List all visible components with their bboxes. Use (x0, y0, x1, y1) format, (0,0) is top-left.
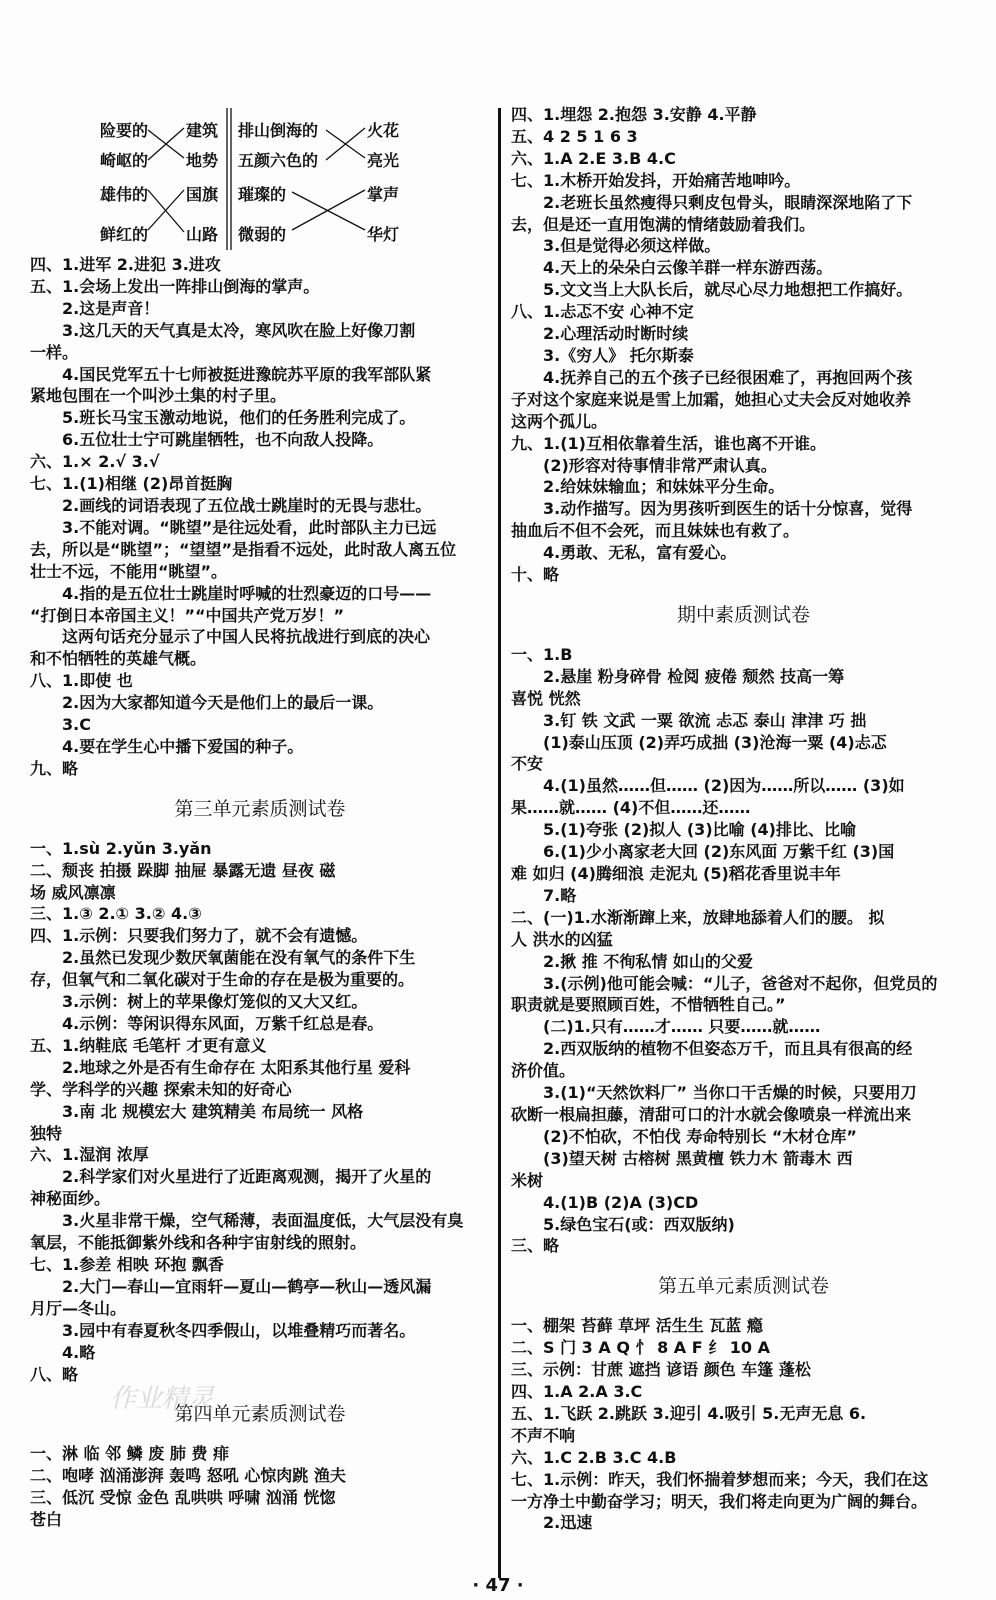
answer-line: 五、1.会场上发出一阵排山倒海的掌声。 (30, 276, 320, 296)
answer-line: 去，所以是“眺望”；“望望”是指看不远处，此时敌人离五位 (30, 539, 457, 559)
answer-line: 3.但是觉得必须这样做。 (543, 236, 721, 256)
answer-line: 6.(1)少小离家老大回 (2)东风面 万紫千红 (3)国 (543, 842, 895, 862)
match-left-a-2: 崎岖的 (100, 151, 149, 170)
answer-line: 3.(示例)他可能会喊：“儿子，爸爸对不起你，但党员的 (543, 973, 938, 993)
answer-line: 3.示例：树上的苹果像灯笼似的又大又红。 (62, 992, 368, 1012)
left-answer-list (30, 254, 490, 1531)
answer-line: 2.地球之外是否有生命存在 太阳系其他行星 爱科 (62, 1057, 411, 1077)
answer-line: 3.这几天的天气真是太冷，寒风吹在脸上好像刀割 (62, 320, 416, 340)
answer-line: 四、1.埋怨 2.抱怨 3.安静 4.平静 (511, 105, 757, 124)
section-title: 第五单元素质测试卷 (657, 1275, 829, 1298)
answer-line: 济价值。 (511, 1061, 576, 1081)
answer-line: 五、1.纳鞋底 毛笔杆 才更有意义 (30, 1035, 267, 1055)
answer-line: 3.C (62, 715, 91, 735)
match-right-b-4: 华灯 (367, 225, 400, 244)
answer-line: 6.五位壮士宁可跳崖牺牲，也不向敌人投降。 (62, 430, 384, 450)
answer-line: 4.(1)B (2)A (3)CD (543, 1192, 699, 1212)
answer-line: (3)望天树 古榕树 黑黄檀 铁力木 箭毒木 西 (543, 1148, 853, 1168)
answer-line: “打倒日本帝国主义！”“中国共产党万岁！” (30, 605, 345, 625)
answer-line: 五、1.飞跃 2.跳跃 3.迎引 4.吸引 5.无声无息 6. (511, 1403, 867, 1423)
match-right-a-4: 微弱的 (238, 225, 287, 244)
answer-line: 子对这个家庭来说是雪上加霜，她担心丈夫会反对她收养 (511, 389, 912, 409)
match-right-a-3: 璀璨的 (238, 185, 287, 204)
answer-line: 2.画线的词语表现了五位战士跳崖时的无畏与悲壮。 (62, 495, 432, 515)
answer-line: 四、1.A 2.A 3.C (511, 1382, 643, 1402)
match-left-a-1: 险要的 (100, 121, 149, 140)
answer-line: 3.钉 铁 文武 一粟 欲流 忐忑 泰山 津津 巧 拙 (543, 710, 867, 730)
answer-line: 2.因为大家都知道今天是他们上的最后一课。 (62, 693, 384, 713)
answer-line: 学、学科学的兴趣 探索未知的好奇心 (30, 1079, 292, 1099)
match-right-b-3: 掌声 (367, 185, 400, 204)
answer-line: 壮士不远，不能用“眺望”。 (30, 561, 228, 581)
answer-line: (二)1.只有……才…… 只要……就…… (543, 1017, 821, 1037)
answer-line: 去，但是还一直用饱满的情绪鼓励着我们。 (511, 214, 816, 234)
match-left-a-3: 雄伟的 (100, 185, 149, 204)
answer-line: 难 如归 (4)腾细浪 走泥丸 (5)稻花香里说丰年 (511, 864, 841, 883)
answer-line: (1)泰山压顶 (2)弄巧成拙 (3)沧海一粟 (4)忐忑 (543, 732, 887, 752)
answer-line: 二、颓丧 拍摄 跺脚 抽屉 暴露无遗 昼夜 磁 (30, 860, 336, 880)
matching-exercise (30, 104, 490, 254)
section-title: 期中素质测试卷 (676, 603, 810, 626)
answer-line: 4.(1)虽然……但…… (2)因为……所以…… (3)如 (543, 776, 905, 796)
answer-line: 3.《穷人》 托尔斯泰 (543, 345, 694, 365)
answer-line: 一、1.B (511, 644, 573, 664)
answer-line: 5.(1)夸张 (2)拟人 (3)比喻 (4)排比、比喻 (543, 820, 856, 840)
answer-line: 砍断一根扁担藤，清甜可口的汁水就会像喷泉一样流出来 (511, 1104, 912, 1124)
answer-line: 4.略 (62, 1342, 96, 1362)
answer-line: 2.给妹妹输血；和妹妹平分生命。 (543, 477, 785, 497)
match-left-b-3: 国旗 (186, 185, 219, 204)
answer-line: (2)形容对待事情非常严肃认真。 (543, 455, 777, 475)
left-column (30, 104, 490, 1531)
answer-line: 苍白 (30, 1510, 63, 1530)
answer-line: 抽血后不但不会死，而且妹妹也有救了。 (511, 521, 800, 541)
answer-line: 2.悬崖 粉身碎骨 检阅 疲倦 颓然 技高一筹 (543, 666, 845, 686)
answer-line: 三、1.③ 2.① 3.② 4.③ (30, 904, 202, 924)
answer-line: 存，但氧气和二氧化碳对于生命的存在是极为重要的。 (30, 970, 415, 990)
match-left-b-1: 建筑 (186, 121, 219, 140)
answer-line: 米树 (511, 1170, 544, 1190)
answer-line: 4.指的是五位壮士跳崖时呼喊的壮烈豪迈的口号—— (62, 583, 432, 603)
answer-line: 2.虽然已发现少数厌氧菌能在没有氧气的条件下生 (62, 948, 416, 968)
answer-line: 七、1.示例：昨天，我们怀揣着梦想而来；今天，我们在这 (511, 1469, 929, 1489)
answer-line: 人 洪水的凶猛 (511, 929, 613, 949)
match-left-b-2: 地势 (186, 151, 219, 170)
right-column (511, 104, 976, 1534)
answer-line: 2.西双版纳的植物不但姿态万千，而且具有很高的经 (543, 1039, 913, 1059)
section-title: 第三单元素质测试卷 (174, 797, 346, 820)
answer-line: 4.勇敢、无私，富有爱心。 (543, 543, 737, 563)
answer-line: 2.科学家们对火星进行了近距离观测，揭开了火星的 (62, 1167, 432, 1187)
page-number: · 47 · (472, 1575, 524, 1596)
answer-line: 六、1.湿润 浓厚 (30, 1145, 149, 1165)
answer-line: 4.天上的朵朵白云像羊群一样东游西荡。 (543, 258, 833, 278)
answer-line: 八、略 (30, 1364, 79, 1384)
answer-line: 三、示例：甘蔗 遮挡 谚语 颜色 车篷 蓬松 (511, 1360, 811, 1380)
answer-line: 2.心理活动时断时续 (543, 324, 689, 344)
match-right-b-2: 亮光 (367, 151, 400, 170)
answer-line: 三、略 (511, 1236, 560, 1256)
answer-line: 七、1.参差 相映 环抱 飘香 (30, 1254, 224, 1274)
watermark: 作业精灵 (110, 1384, 215, 1414)
answer-line: 三、低沉 受惊 金色 乱哄哄 呼啸 汹涌 恍惚 (30, 1488, 336, 1508)
answer-line: 独特 (30, 1123, 63, 1143)
match-left-b-4: 山路 (186, 225, 219, 244)
answer-line: 五、4 2 5 1 6 3 (511, 126, 638, 146)
answer-line: 神秘面纱。 (30, 1189, 111, 1209)
answer-line: 3.(1)“天然饮料厂” 当你口干舌燥的时候，只要用刀 (543, 1083, 917, 1103)
answer-line: 六、1.C 2.B 3.C 4.B (511, 1447, 677, 1467)
column-divider (498, 108, 501, 1578)
answer-line: 2.迅速 (543, 1513, 593, 1533)
answer-line: 和不怕牺牲的英雄气概。 (30, 649, 207, 669)
answer-line: 4.示例：等闲识得东风面，万紫千红总是春。 (62, 1014, 384, 1033)
answer-line: 这两个孤儿。 (511, 411, 608, 431)
match-right-a-1: 排山倒海的 (238, 121, 319, 140)
answer-line: 2.大门—春山—宜雨轩—夏山—鹤亭—秋山—透风漏 (62, 1276, 432, 1296)
answer-line: 4.要在学生心中播下爱国的种子。 (62, 736, 304, 756)
answer-line: 喜悦 恍然 (511, 688, 581, 708)
answer-line: 八、1.即使 也 (30, 671, 133, 691)
answer-line: 紧地包围在一个叫沙土集的村子里。 (30, 386, 287, 406)
answer-line: 月厅—冬山。 (30, 1298, 127, 1318)
answer-line: 2.这是声音！ (62, 298, 160, 318)
answer-line: 不安 (511, 754, 544, 774)
answer-line: 九、1.(1)互相依靠着生活，谁也离不开谁。 (511, 433, 826, 453)
answer-line: 一方净土中勤奋学习；明天，我们将走向更为广阔的舞台。 (511, 1491, 928, 1511)
answer-line: 3.园中有春夏秋冬四季假山，以堆叠精巧而著名。 (62, 1320, 416, 1340)
match-right-b-1: 火花 (367, 121, 400, 140)
answer-line: 八、1.忐忑不安 心神不定 (511, 302, 694, 322)
answer-line: 场 威风凛凛 (30, 882, 116, 902)
answer-line: 3.不能对调。“眺望”是往远处看，此时部队主力已远 (62, 517, 437, 537)
answer-line: 二、S 门 3 A Q 忄 8 A F 纟 10 A (511, 1338, 771, 1358)
answer-line: 一、棚架 苔藓 草坪 活生生 瓦蓝 瘾 (511, 1316, 763, 1336)
answer-line: 5.文文当上大队长后，就尽心尽力地想把工作搞好。 (543, 280, 913, 300)
answer-line: 果……就…… (4)不但……还…… (511, 798, 751, 818)
answer-line: 十、略 (511, 565, 560, 585)
answer-line: 5.绿色宝石(或：西双版纳) (543, 1214, 735, 1234)
answer-line: 九、略 (30, 758, 79, 778)
answer-line: 3.南 北 规模宏大 建筑精美 布局统一 风格 (62, 1101, 364, 1121)
answer-line: 这两句话充分显示了中国人民将抗战进行到底的决心 (62, 627, 431, 647)
answer-line: 一、1.sù 2.yǔn 3.yǎn (30, 838, 212, 858)
answer-line: 二、咆哮 汹涌澎湃 轰鸣 怒吼 心惊肉跳 渔夫 (30, 1466, 346, 1486)
answer-line: 5.班长马宝玉激动地说，他们的任务胜利完成了。 (62, 408, 416, 428)
answer-line: 3.动作描写。因为男孩听到医生的话十分惊喜，觉得 (543, 499, 913, 519)
answer-line: 4.抚养自己的五个孩子已经很困难了，再抱回两个孩 (543, 367, 913, 387)
answer-line: 四、1.示例：只要我们努力了，就不会有遗憾。 (30, 926, 368, 946)
answer-line: 职责就是要照顾百姓，不惜牺牲自己。” (511, 995, 786, 1015)
answer-line: 2.揪 推 不徇私情 如山的父爱 (543, 951, 753, 971)
answer-line: 七、1.木桥开始发抖，开始痛苦地呻吟。 (511, 170, 801, 190)
answer-line: 六、1.A 2.E 3.B 4.C (511, 148, 676, 168)
match-left-a-4: 鲜红的 (100, 225, 149, 244)
answer-line: 7.略 (543, 885, 577, 905)
answer-line: 一样。 (30, 342, 79, 362)
answer-line: 二、(一)1.水渐渐蹿上来，放肆地舔着人们的腰。 拟 (511, 907, 885, 927)
section-title: 第四单元素质测试卷 (174, 1403, 346, 1426)
answer-line: 2.老班长虽然瘦得只剩皮包骨头，眼睛深深地陷了下 (543, 192, 913, 212)
answer-line: 不声不响 (511, 1425, 576, 1445)
answer-line: 四、1.进军 2.进犯 3.进攻 (30, 255, 221, 274)
answer-line: 七、1.(1)相继 (2)昂首挺胸 (30, 474, 233, 494)
answer-line: 4.国民党军五十七师被挺进豫皖苏平原的我军部队紧 (62, 364, 432, 384)
match-right-a-2: 五颜六色的 (238, 151, 319, 170)
answer-line: 一、淋 临 邻 鳞 废 肺 费 痱 (30, 1444, 229, 1464)
answer-line: 3.火星非常干燥，空气稀薄，表面温度低，大气层没有臭 (62, 1211, 464, 1231)
answer-line: (2)不怕砍，不怕伐 寿命特别长 “木材仓库” (543, 1126, 857, 1146)
answer-line: 氧层，不能抵御紫外线和各种宇宙射线的照射。 (30, 1233, 367, 1253)
answer-line: 六、1.× 2.√ 3.√ (30, 452, 160, 472)
right-answer-list (511, 104, 976, 1534)
